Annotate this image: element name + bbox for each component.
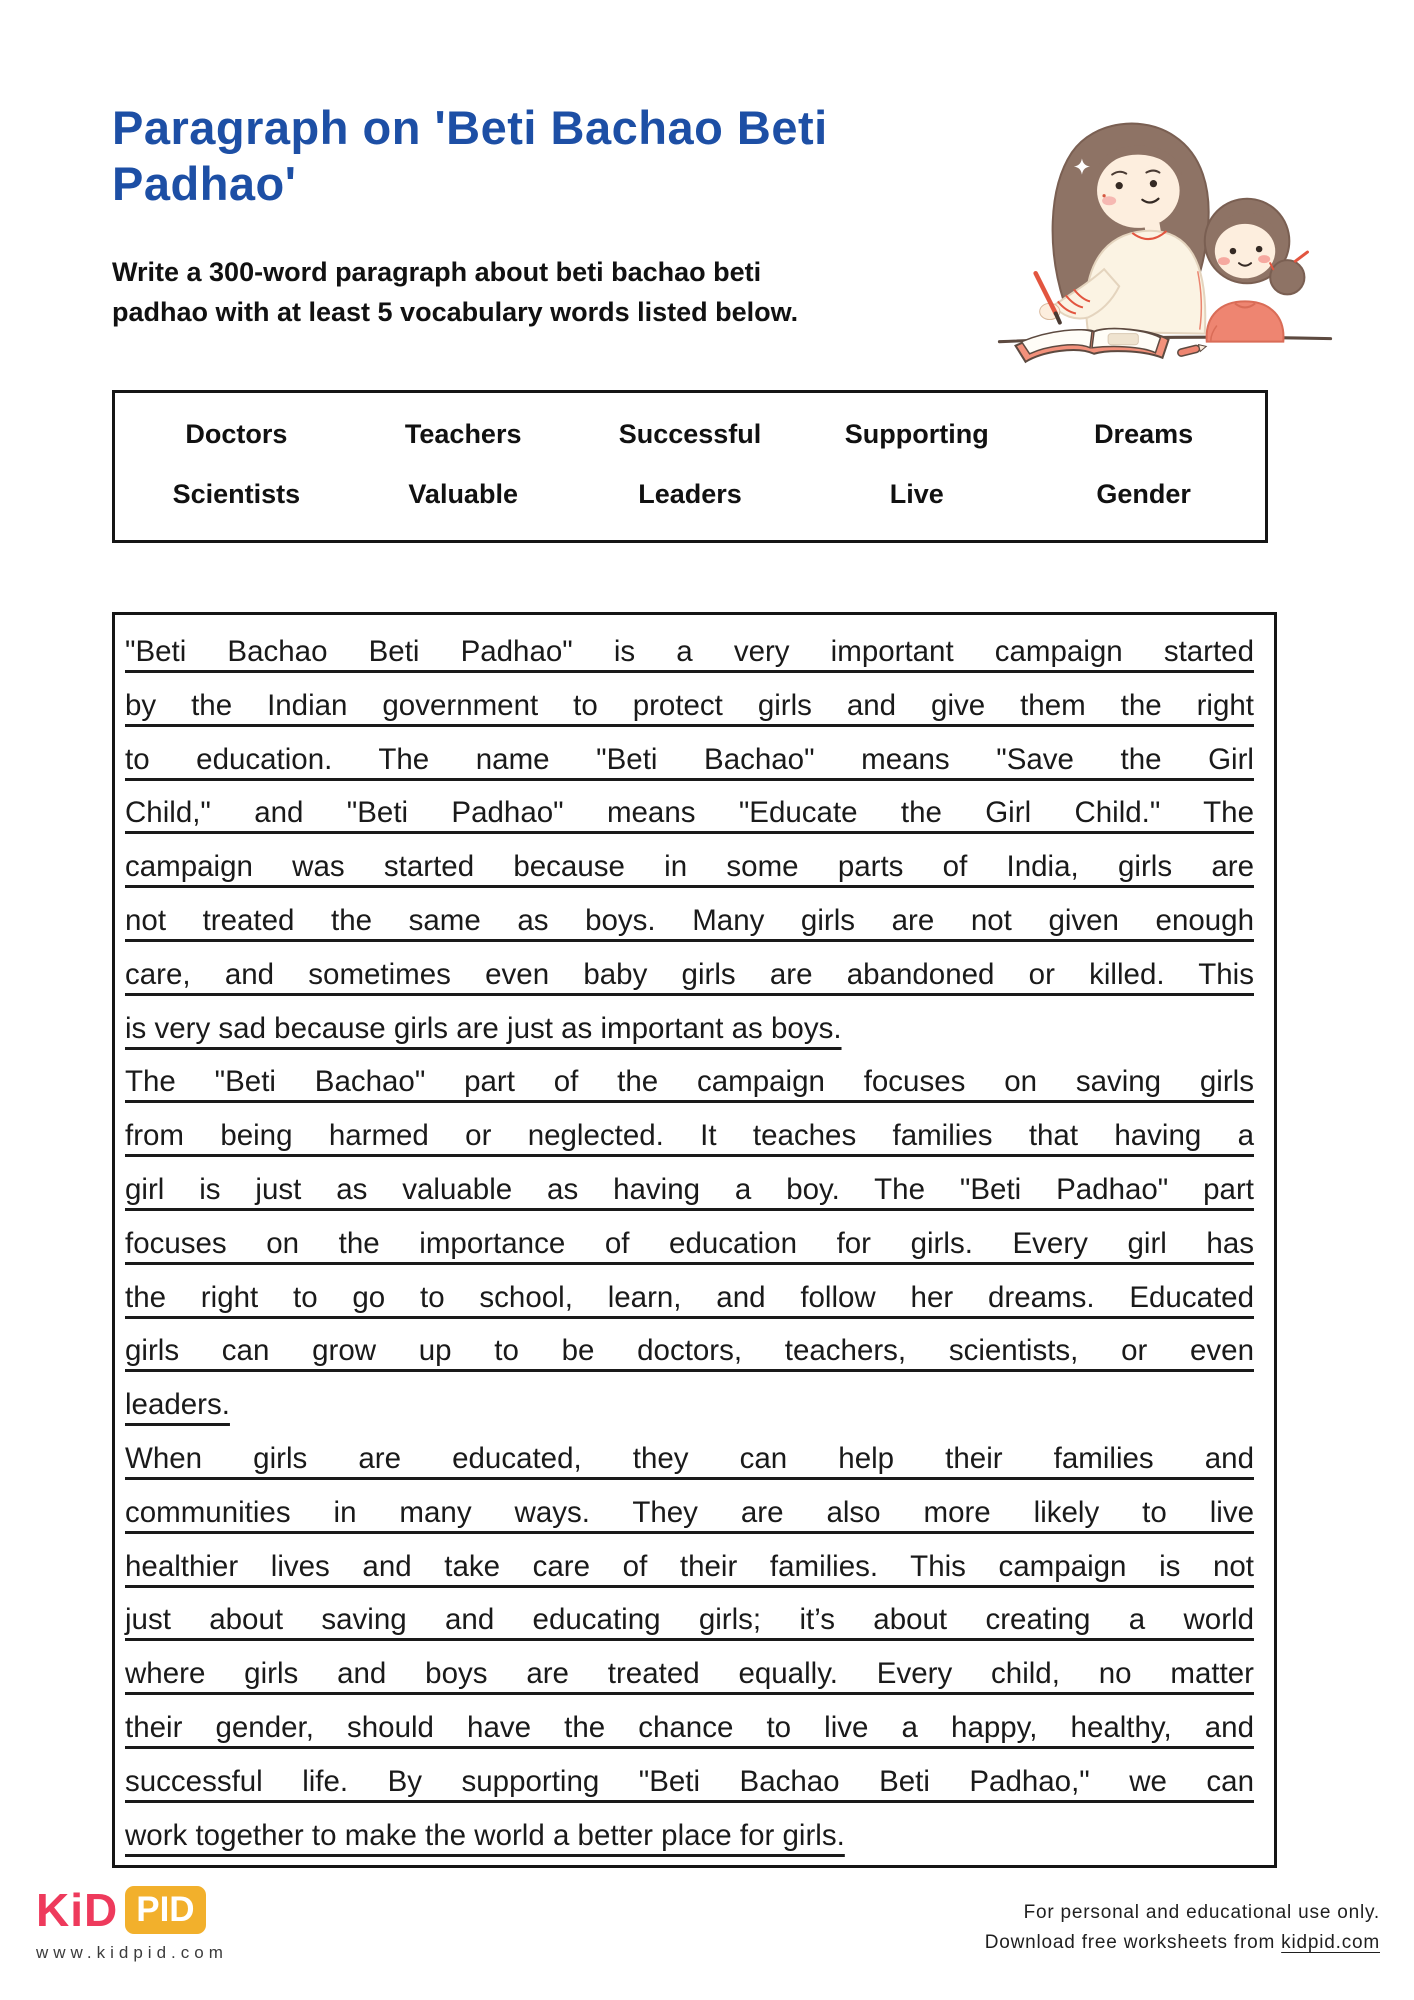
vocabulary-word: Supporting [844, 419, 989, 450]
instructions-line2: padhao with at least 5 vocabulary words listed below. [112, 297, 799, 327]
paragraph-line: from being harmed or neglected. It teaches families that having a [125, 1119, 1254, 1153]
page-title-line2: Padhao' [112, 157, 297, 210]
paragraph-line: to education. The name "Beti Bachao" means "Save the Girl [125, 742, 1254, 776]
paragraph-line: the right to go to school, learn, and follow her dreams. Educated [125, 1280, 1254, 1314]
page-title [112, 100, 892, 212]
mother-daughter-illustration [990, 88, 1340, 390]
paragraph-line: work together to make the world a better place for girls. [125, 1818, 845, 1852]
paragraph-line: successful life. By supporting "Beti Bachao Beti Padhao," we can [125, 1764, 1254, 1798]
paragraph-line: "Beti Bachao Beti Padhao" is a very important campaign started [125, 635, 1254, 668]
kidpid-link[interactable]: kidpid.com [1281, 1932, 1380, 1953]
paragraph-line: is very sad because girls are just as important as boys. [125, 1011, 842, 1045]
instructions-text [112, 252, 912, 332]
website-url: www.kidpid.com [36, 1943, 228, 1962]
paragraph-line: by the Indian government to protect girls and give them the right [125, 688, 1254, 722]
sparkle-icon [1285, 211, 1301, 227]
paragraph-line: Child," and "Beti Padhao" means "Educate the Girl Child." The [125, 796, 1254, 830]
footer-note [985, 1898, 1380, 1958]
page-title-line1: Paragraph on 'Beti Bachao Beti [112, 101, 828, 154]
footer-brand [36, 1886, 228, 1963]
instructions-line1: Write a 300-word paragraph about beti bachao beti [112, 257, 762, 287]
small-pencil-icon [1177, 343, 1207, 357]
usage-note: For personal and educational use only. [1023, 1902, 1380, 1923]
paragraph-line: not treated the same as boys. Many girls are not given enough [125, 903, 1254, 937]
vocabulary-word: Teachers [404, 419, 522, 450]
paragraph-line: healthier lives and take care of their families. This campaign is not [125, 1549, 1254, 1583]
girl-face [1215, 224, 1275, 278]
paragraph-line: leaders. [125, 1388, 230, 1422]
vocabulary-word: Valuable [408, 478, 518, 509]
mom-face [1097, 153, 1180, 227]
paragraph-line: girls can grow up to be doctors, teachers, scientists, or even [125, 1334, 1254, 1368]
paragraph-line: where girls and boys are treated equally. Every child, no matter [125, 1657, 1254, 1691]
vocabulary-word: Live [889, 478, 944, 509]
paragraph-box [112, 612, 1277, 1868]
download-note [985, 1928, 1380, 1958]
kidpid-logo [36, 1886, 228, 1934]
vocabulary-box [112, 390, 1268, 543]
vocabulary-word: Successful [618, 419, 762, 450]
vocabulary-word: Doctors [185, 419, 288, 450]
paragraph-line: care, and sometimes even baby girls are abandoned or killed. This [125, 957, 1254, 991]
vocabulary-word: Gender [1096, 478, 1191, 509]
paragraph-line: campaign was started because in some parts of India, girls are [125, 850, 1254, 884]
vocabulary-word: Scientists [172, 478, 301, 509]
paragraph-line: When girls are educated, they can help their families and [125, 1441, 1254, 1475]
paragraph-line: just about saving and educating girls; it’s about creating a world [125, 1603, 1254, 1637]
paragraph-line: The "Beti Bachao" part of the campaign focuses on saving girls [125, 1065, 1254, 1099]
kidpid-logo-pid: PID [125, 1886, 205, 1934]
download-note-text: Download free worksheets from [984, 1932, 1282, 1953]
girl-hair-bun [1270, 260, 1304, 294]
paragraph-line: focuses on the importance of education for girls. Every girl has [125, 1226, 1254, 1260]
paragraph-line: their gender, should have the chance to live a happy, healthy, and [125, 1710, 1254, 1744]
paragraph-line: girl is just as valuable as having a boy. The "Beti Padhao" part [125, 1172, 1254, 1206]
vocabulary-word: Dreams [1094, 419, 1194, 450]
hair-pin [1295, 252, 1307, 261]
vocabulary-word: Leaders [638, 478, 742, 509]
paragraph-line: communities in many ways. They are also more likely to live [125, 1495, 1254, 1529]
kidpid-logo-kid: KiD [36, 1884, 119, 1936]
